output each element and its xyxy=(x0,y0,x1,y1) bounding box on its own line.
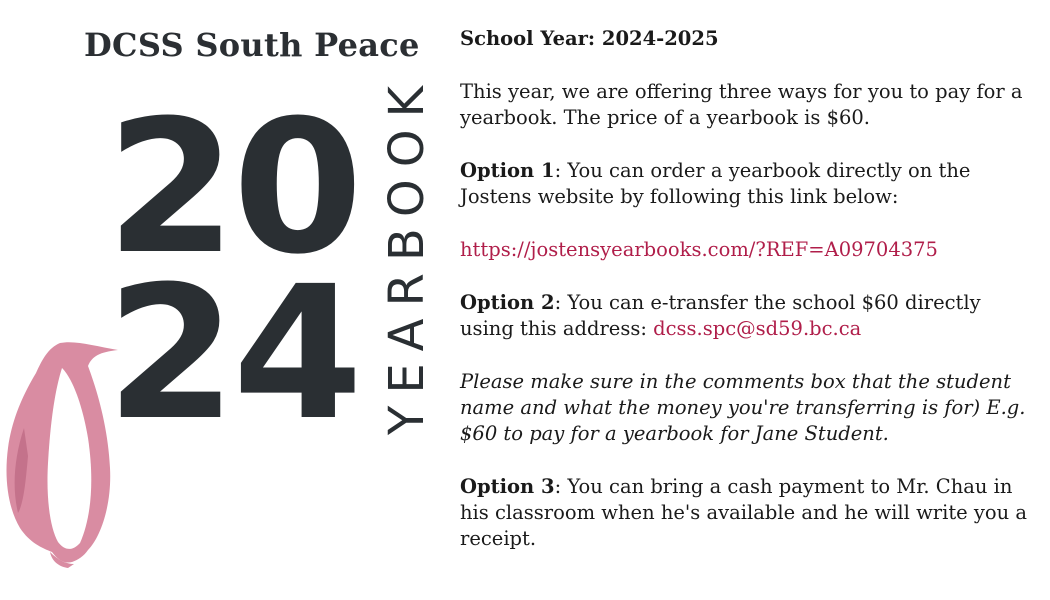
jostens-link[interactable]: https://jostensyearbooks.com/?REF=A09704375 xyxy=(460,238,938,261)
etransfer-note: Please make sure in the comments box that the student name and what the money you're transferring is for) E.g. $60 to pay for a yearbook for Jane Student. xyxy=(460,370,1026,445)
year-digits-top: 20 xyxy=(105,81,360,295)
year-digits-bottom: 24 xyxy=(105,247,360,461)
option1-link-paragraph xyxy=(460,237,1035,263)
option3-label: Option 3 xyxy=(460,475,555,498)
info-panel xyxy=(460,26,1035,579)
school-name: DCSS South Peace xyxy=(84,26,420,64)
option1-paragraph xyxy=(460,158,1035,210)
option1-label: Option 1 xyxy=(460,159,555,182)
yearbook-word: YEARBOOK xyxy=(379,74,435,435)
option2-label: Option 2 xyxy=(460,291,555,314)
option2-paragraph xyxy=(460,290,1035,342)
intro-text: This year, we are offering three ways for you to pay for a yearbook. The price of a yearbook is $60. xyxy=(460,80,1023,129)
option2-text: : You can e-transfer the school $60 directly using this address: xyxy=(460,291,981,340)
penguin-icon xyxy=(0,338,125,568)
etransfer-email-link[interactable]: dcss.spc@sd59.bc.ca xyxy=(653,317,862,340)
option3-text: : You can bring a cash payment to Mr. Chau in his classroom when he's available and he will write you a receipt. xyxy=(460,475,1028,550)
option3-paragraph xyxy=(460,474,1035,552)
school-year: School Year: 2024-2025 xyxy=(460,27,719,50)
option1-text: : You can order a yearbook directly on the Jostens website by following this link below: xyxy=(460,159,971,208)
